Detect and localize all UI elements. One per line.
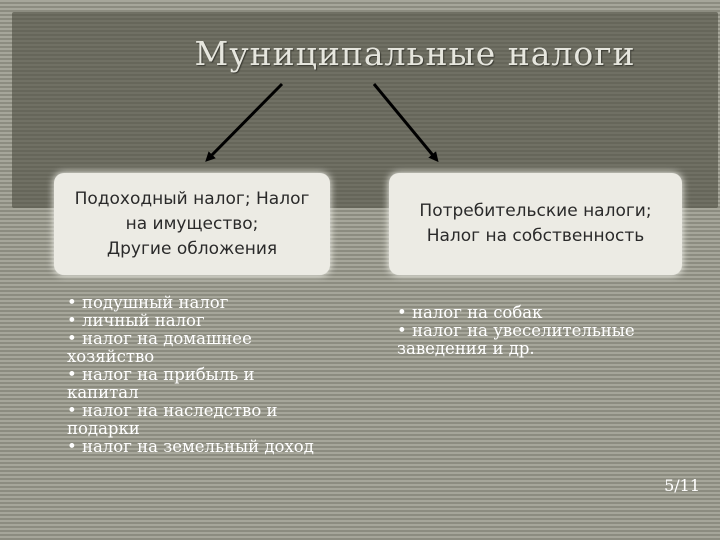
left-tax-list — [67, 294, 327, 456]
page-number: 5/11 — [664, 476, 700, 495]
list-item: • личный налог — [67, 311, 205, 330]
list-item: • налог на земельный доход — [67, 437, 314, 456]
left-category-label: Подоходный налог; Налог на имущество; Другие обложения — [74, 188, 310, 259]
list-item: • налог на собак — [397, 303, 543, 322]
left-category-box — [54, 173, 330, 275]
list-item: • налог на домашнее хозяйство — [67, 329, 252, 366]
list-item: • налог на увеселительные заведения и др. — [397, 321, 635, 358]
slide-title: Муниципальные налоги — [194, 34, 636, 73]
arrow-right — [374, 84, 436, 159]
list-item: • налог на прибыль и капитал — [67, 365, 255, 402]
list-item: • налог на наследство и подарки — [67, 401, 278, 438]
list-item: • подушный налог — [67, 293, 229, 312]
right-category-label: Потребительские налоги; Налог на собственность — [419, 201, 652, 246]
arrow-left — [208, 84, 282, 159]
right-tax-list — [397, 304, 693, 358]
right-category-box — [389, 173, 682, 275]
